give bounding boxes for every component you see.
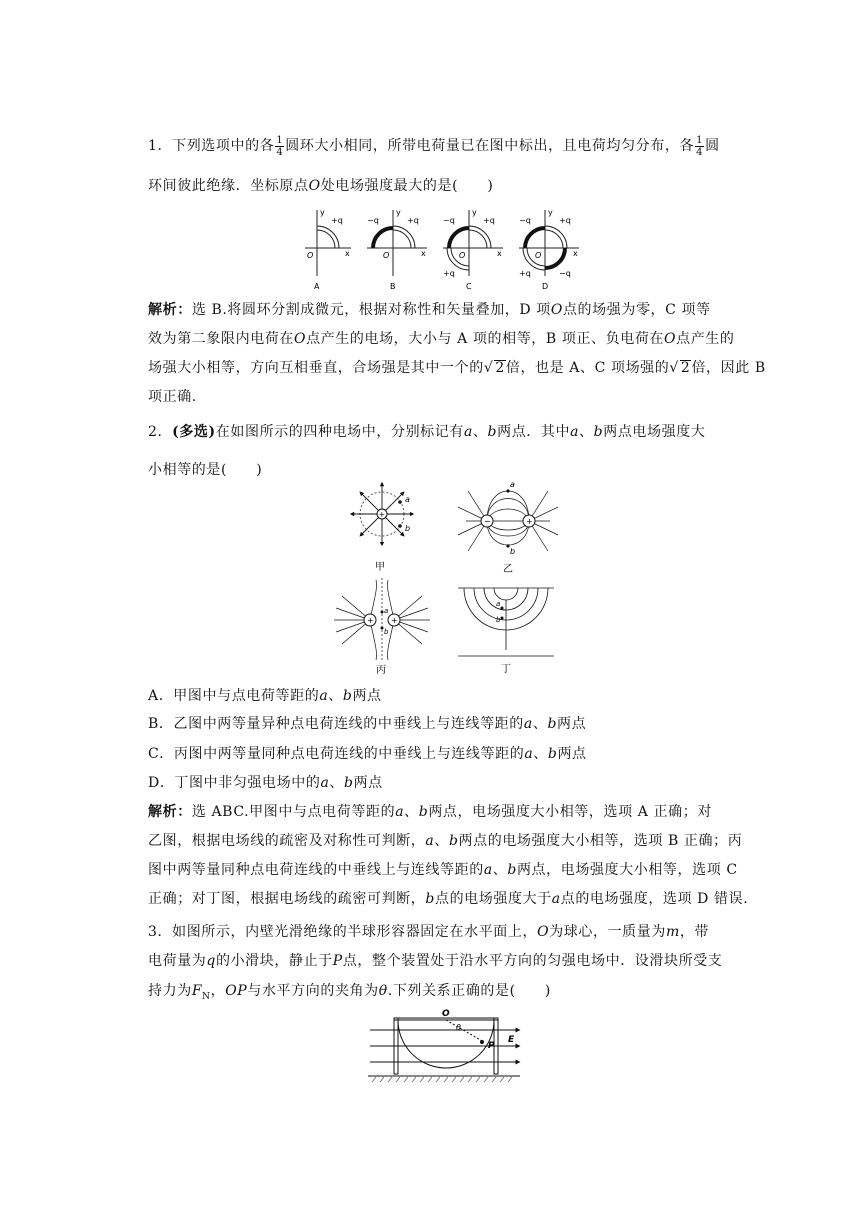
charge-label: −q (559, 269, 571, 278)
fig-label-yi: 乙 (503, 564, 513, 575)
text: 两点电场强度大 (603, 424, 706, 440)
text: 小相等的是( ) (148, 462, 263, 478)
text: ， (210, 983, 226, 999)
text: A．甲图中与点电荷等距的 (148, 688, 320, 704)
text: 两点 (557, 746, 587, 762)
text: 、 (404, 804, 419, 820)
q2-option-c (148, 740, 748, 768)
var-m: m (666, 924, 680, 940)
axis-y-label: y (472, 208, 477, 217)
q1-figure-quarter-rings (285, 206, 615, 292)
fraction-numerator: 1 (696, 134, 704, 146)
text: 、 (472, 424, 488, 440)
text: 两点的电场强度大小相等，选项 B 正确；丙 (458, 833, 743, 849)
q3-line1 (148, 918, 748, 946)
fig-jia (352, 484, 412, 573)
q1-line1 (148, 132, 748, 160)
point-b-label: b (405, 524, 411, 533)
axis-x-label: x (573, 249, 578, 258)
fig-O-label: O (442, 1009, 450, 1019)
var-a: a (463, 424, 473, 440)
var-a: a (523, 716, 533, 732)
text: 选 B.将圆环分割成微元，根据对称性和矢量叠加，D 项 (191, 302, 551, 318)
var-O: O (537, 924, 550, 940)
fraction-denominator: 4 (276, 146, 284, 158)
text: 1．下列选项中的各 (148, 138, 275, 154)
text: 的小滑块，静止于 (215, 953, 333, 969)
text: 点的电场强度大于 (434, 891, 552, 907)
text: 为球心，一质量为 (549, 924, 666, 940)
text: 点的场强为零，C 项等 (562, 302, 711, 318)
var-b: b (507, 862, 517, 878)
var-b: b (342, 688, 353, 704)
point-a-label: a (496, 600, 501, 608)
a1-line4 (148, 383, 748, 411)
var-theta: θ (378, 983, 388, 999)
axis-x-label: x (345, 249, 350, 258)
fraction-denominator: 4 (696, 146, 704, 158)
text: 与水平方向的夹角为 (247, 983, 379, 999)
fig-theta-label: θ (456, 1023, 461, 1032)
a2-line3 (148, 856, 748, 884)
text: 点产生的 (676, 331, 735, 347)
q2-option-b (148, 710, 748, 738)
axis-y-label: y (320, 208, 325, 217)
fig-ding (458, 588, 554, 675)
q2-option-a (148, 682, 748, 710)
text: 、 (579, 424, 594, 440)
q3-line3 (148, 977, 748, 1011)
axis-y-label: y (548, 208, 553, 217)
var-a: a (483, 862, 493, 878)
origin-label: O (383, 251, 390, 260)
q1-fig-b (367, 208, 427, 291)
origin-label: O (307, 251, 314, 260)
charge-label: +q (483, 216, 495, 225)
text: 倍，也是 A、C 项场强的 (505, 360, 670, 376)
text: 处电场强度最大的是( ) (320, 178, 494, 194)
text: 两点．其中 (497, 424, 571, 440)
text: 项正确. (148, 389, 197, 405)
fig-label-b: B (390, 282, 396, 291)
text: 、 (328, 688, 343, 704)
q2-option-d (148, 769, 748, 797)
charge-label: +q (559, 216, 571, 225)
text: 、 (329, 775, 344, 791)
text: 圆 (705, 138, 720, 154)
text: 、 (492, 862, 508, 878)
point-b-label: b (510, 547, 516, 556)
text: 电荷量为 (148, 953, 207, 969)
text: 圆环大小相同，所带电荷量已在图中标出，且电荷均匀分布，各 (285, 138, 695, 154)
origin-label: O (535, 251, 542, 260)
charge-label: +q (407, 216, 419, 225)
charge-plus: + (378, 510, 386, 519)
a2-line4 (148, 885, 748, 913)
text: 3．如图所示，内壁光滑绝缘的半球形容器固定在水平面上， (148, 924, 538, 940)
q1-line2 (148, 172, 748, 200)
fraction-quarter (695, 135, 704, 158)
text: B．乙图中两等量异种点电荷连线的中垂线上与连线等距的 (148, 716, 524, 732)
charge-label: +q (519, 269, 531, 278)
axis-y-label: y (396, 208, 401, 217)
var-a: a (319, 688, 329, 704)
a1-line3: 场强大小相等，方向互相垂直，合场强是其中一个的√ 2倍，也是 A、C 项场强的√ 2倍，因此 B (148, 360, 766, 376)
text: 持力为 (148, 983, 192, 999)
fig-label-c: C (466, 282, 472, 291)
multi-select-tag: (多选) (172, 424, 216, 440)
q1-fig-d (519, 208, 579, 291)
charge-label: −q (367, 216, 379, 225)
fraction-numerator: 1 (276, 134, 284, 146)
fig-label-jia: 甲 (375, 562, 385, 573)
sqrt-argument: 2 (680, 360, 691, 376)
text: .下列关系正确的是( ) (387, 983, 551, 999)
q2-figure-field-lines (330, 478, 560, 678)
var-P: P (332, 953, 343, 969)
a1-line1 (148, 296, 748, 324)
q1-fig-a (305, 208, 351, 291)
text: ，带 (679, 924, 710, 940)
text: D．丁图中非匀强电场中的 (148, 775, 321, 791)
var-b: b (593, 424, 604, 440)
fig-bing (334, 578, 430, 676)
fraction-quarter (275, 135, 284, 158)
text: 、 (434, 833, 449, 849)
q2-line1 (148, 418, 748, 446)
var-a: a (320, 775, 330, 791)
var-O: O (308, 178, 321, 194)
var-O: O (550, 302, 563, 318)
fig-label-ding: 丁 (501, 664, 511, 675)
var-b: b (547, 746, 558, 762)
analysis-label: 解析： (148, 804, 192, 820)
fig-P-label: P (488, 1041, 495, 1051)
var-a: a (425, 833, 435, 849)
var-O: O (664, 331, 677, 347)
text: 两点，电场强度大小相等，选项 C (516, 862, 738, 878)
axis-x-label: x (421, 249, 426, 258)
charge-minus: − (484, 517, 491, 526)
text: 两点 (352, 688, 382, 704)
text: 点产生的电场，大小与 A 项的相等，B 项正、负电荷在 (306, 331, 665, 347)
point-a-label: a (384, 607, 389, 615)
axis-x-label: x (497, 249, 502, 258)
charge-label: −q (443, 216, 455, 225)
var-OP: OP (225, 983, 248, 999)
point-b-label: b (384, 628, 389, 636)
var-b: b (448, 833, 459, 849)
text: 效为第二象限内电荷在 (148, 331, 294, 347)
a2-line1 (148, 798, 748, 826)
text: 选 ABC.甲图中与点电荷等距的 (191, 804, 396, 820)
a2-line2 (148, 827, 748, 855)
var-a: a (395, 804, 405, 820)
charge-label: +q (331, 216, 343, 225)
point-b-label: b (496, 616, 501, 624)
var-a: a (551, 891, 561, 907)
fig-E-label: E (508, 1035, 515, 1045)
fig-label-a: A (314, 282, 320, 291)
q1-fig-c (443, 208, 503, 291)
point-a-label: a (405, 495, 410, 504)
fig-yi (458, 480, 558, 575)
var-b: b (425, 891, 435, 907)
q3-line2 (148, 947, 748, 975)
var-b: b (547, 716, 558, 732)
var-O: O (294, 331, 307, 347)
a1-line2 (148, 325, 748, 353)
text: 场强大小相等，方向互相垂直，合场强是其中一个的 (148, 360, 484, 376)
var-b: b (344, 775, 354, 791)
subscript-N: N (202, 991, 211, 1002)
var-b: b (487, 424, 498, 440)
text: 两点 (353, 775, 383, 791)
text: 图中两等量同种点电荷连线的中垂线上与连线等距的 (148, 862, 484, 878)
var-F: F (191, 983, 203, 999)
fig-label-bing: 丙 (376, 665, 386, 676)
charge-label: +q (443, 269, 455, 278)
var-q: q (206, 953, 216, 969)
var-a: a (570, 424, 580, 440)
text: 2． (148, 424, 173, 440)
text: 点，整个装置处于沿水平方向的匀强电场中．设滑块所受支 (342, 953, 723, 969)
origin-label: O (459, 251, 466, 260)
text: 在如图所示的四种电场中，分别标记有 (215, 424, 464, 440)
text: 点的电场强度，选项 D 错误. (560, 891, 749, 907)
fig-label-d: D (542, 282, 549, 291)
text: C．丙图中两等量同种点电荷连线的中垂线上与连线等距的 (148, 746, 525, 762)
var-b: b (418, 804, 429, 820)
text: 、 (533, 746, 548, 762)
text: 两点，电场强度大小相等，选项 A 正确；对 (428, 804, 712, 820)
analysis-label: 解析： (148, 302, 192, 318)
text: 环间彼此绝缘．坐标原点 (148, 178, 309, 194)
sqrt-argument: 2 (495, 360, 505, 376)
charge-plus: + (391, 616, 398, 625)
charge-label: −q (519, 216, 531, 225)
charge-plus: + (526, 517, 533, 526)
var-a: a (524, 746, 534, 762)
charge-plus: + (367, 616, 374, 625)
q3-figure-hemisphere (368, 1008, 528, 1088)
text: 、 (532, 716, 548, 732)
text: 正确；对丁图，根据电场线的疏密可判断， (148, 891, 426, 907)
text: 倍，因此 B (691, 360, 766, 376)
point-a-label: a (510, 480, 515, 489)
text: 乙图，根据电场线的疏密及对称性可判断， (148, 833, 426, 849)
text: 两点 (557, 716, 587, 732)
